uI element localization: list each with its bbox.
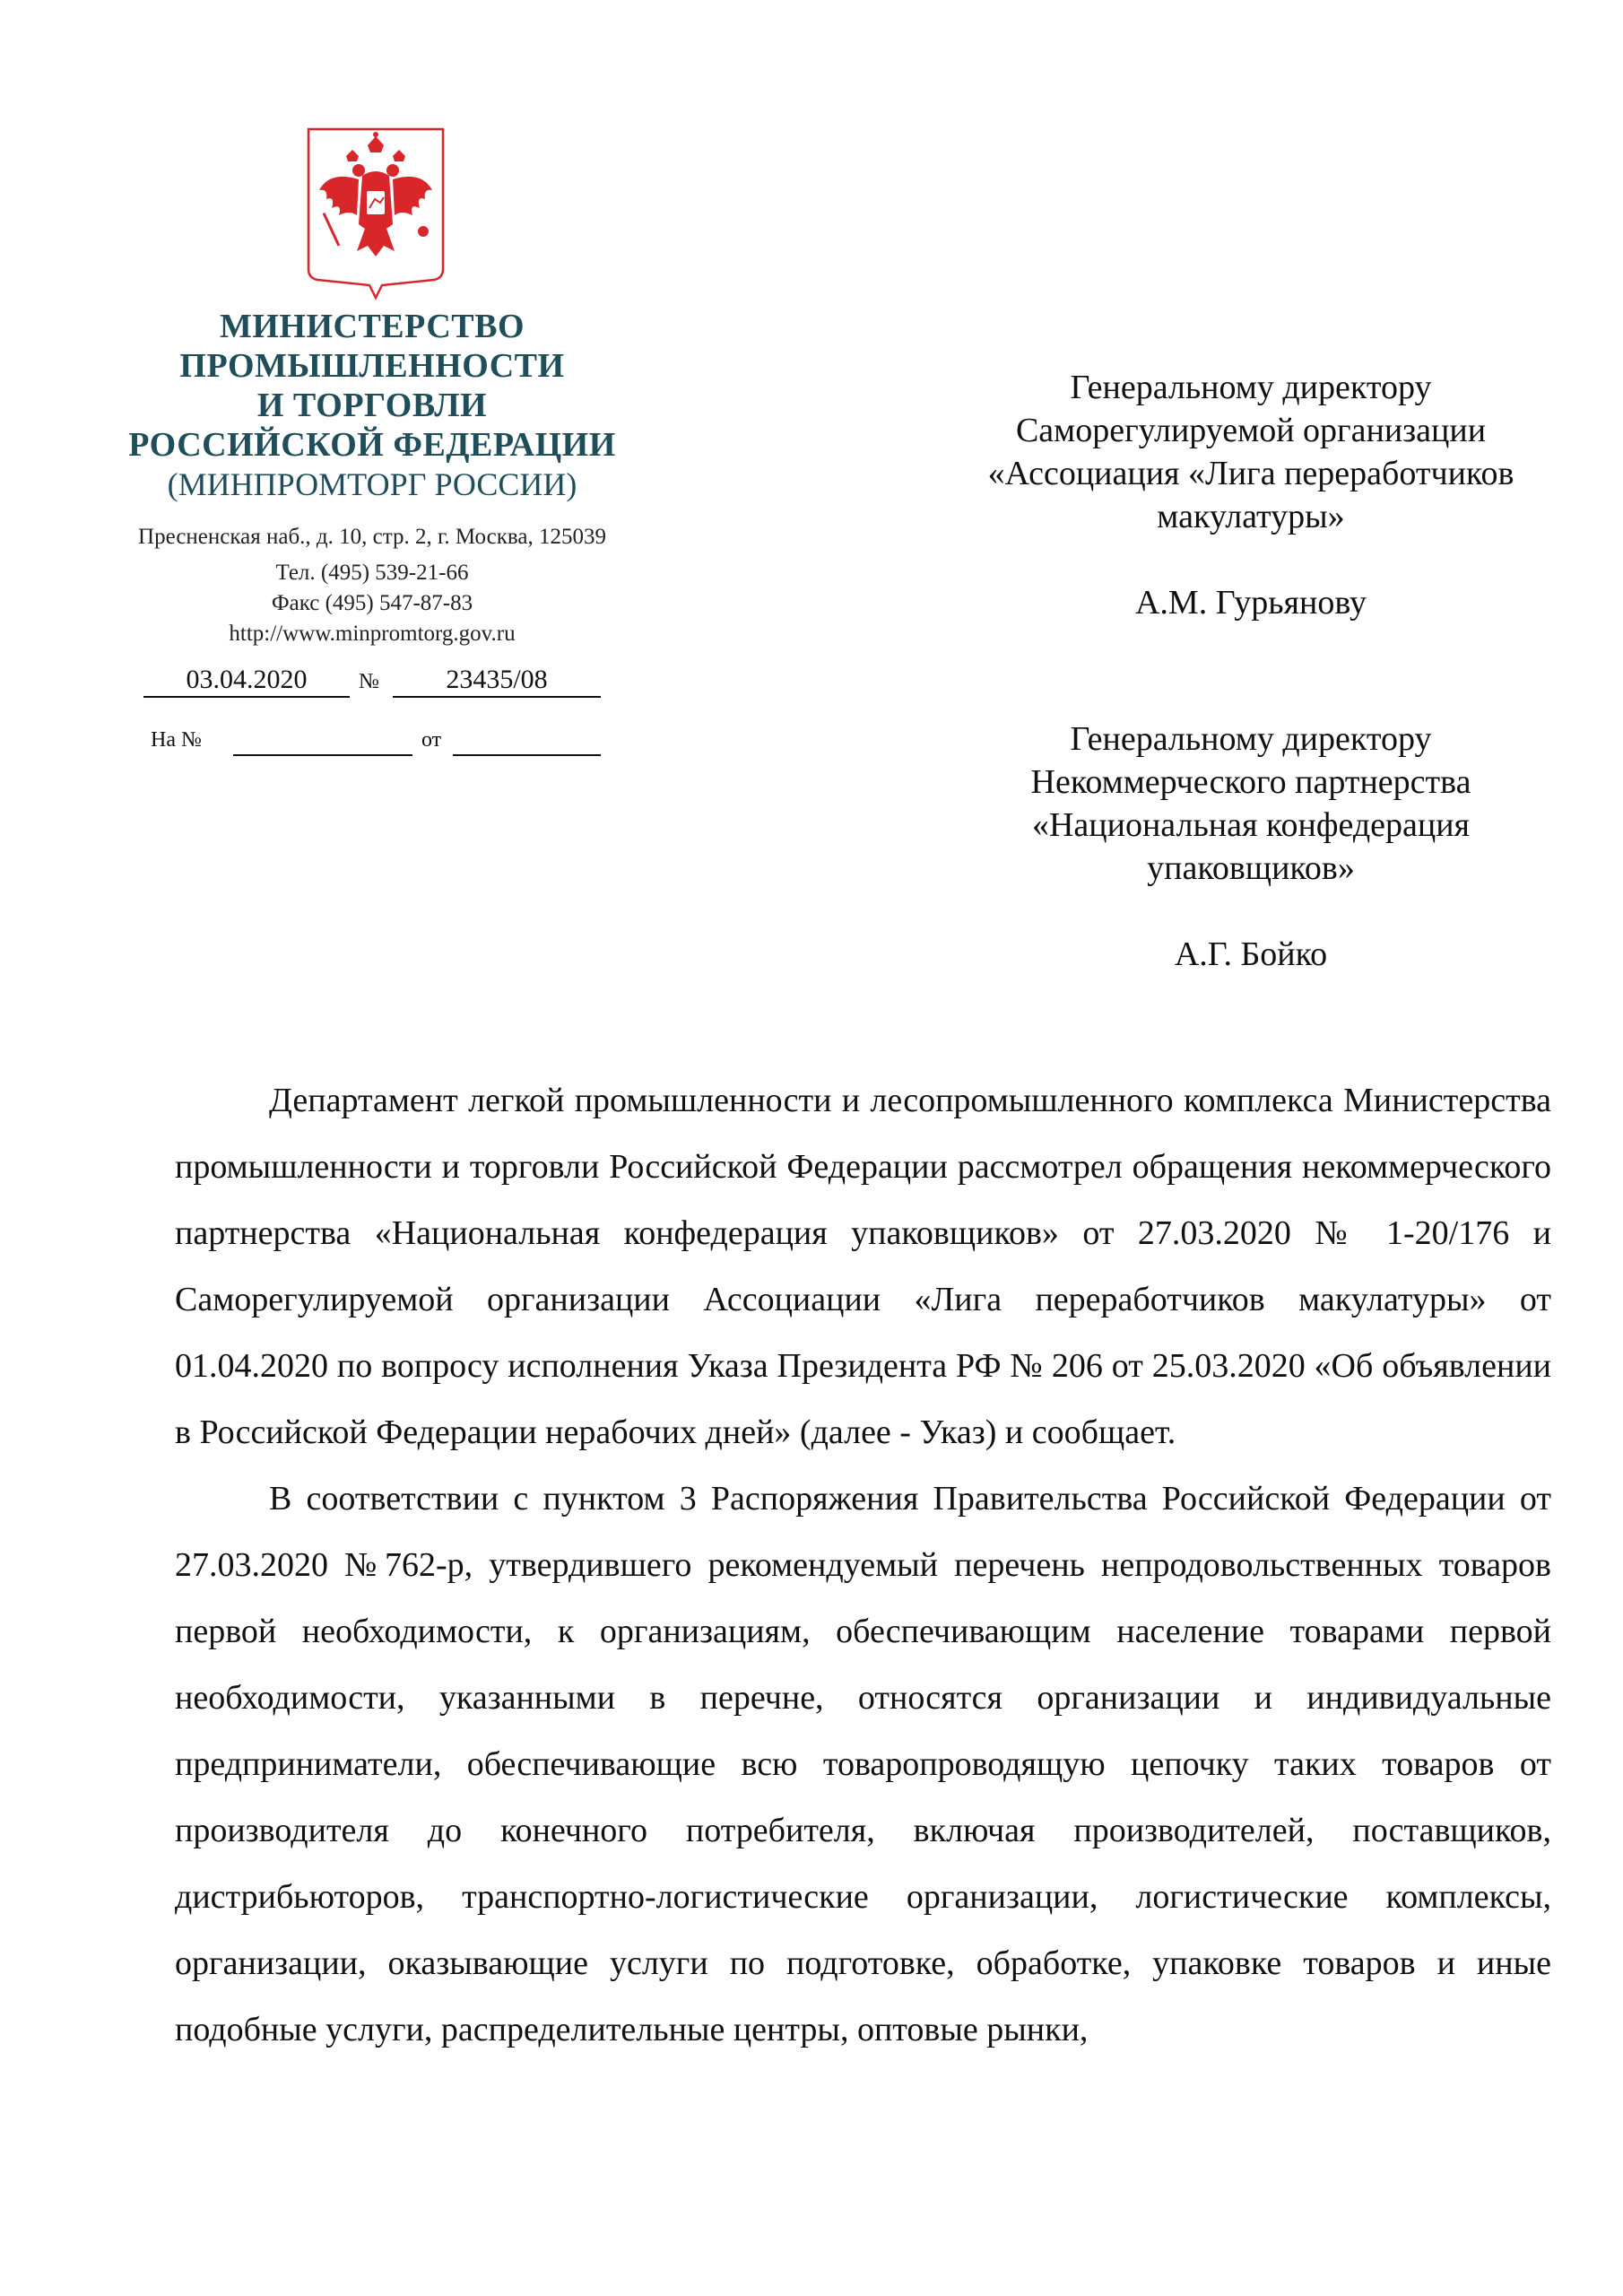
letter-body	[175, 1067, 1551, 2063]
incoming-reference	[143, 722, 610, 758]
addressee-name: А.Г. Бойко	[1174, 935, 1328, 973]
from-label: от	[421, 728, 442, 752]
addressee-line: Генеральному директору	[1070, 369, 1432, 406]
fax: Факс (495) 547-87-83	[271, 591, 473, 615]
body-paragraph: В соответствии с пунктом 3 Распоряжения Правительства Российской Федерации от 27.03.2020 №762-р, утвердившего рекомендуемый перечень непродовольственных товаров первой необходимости, к организациям, обеспечивающим население товарами первой необходимости, указанными в перечне, относятся организации и индивидуальные предприниматели, обеспечивающие всю товаропроводящую цепочку таких товаров от производителя до конечного потребителя, включая производителей, поставщиков, дистрибьюторов, транспортно-логистические организации, логистические комплексы, организации, оказывающие услуги по подготовке, обработке, упаковке товаров и иные подобные услуги, распределительные центры, оптовые рынки,	[175, 1480, 1551, 2048]
addressee-line: Саморегулируемой организации	[1015, 412, 1487, 449]
addressee-name: А.М. Гурьянову	[1134, 584, 1367, 622]
addressee-block	[897, 366, 1605, 624]
ministry-name-line: РОССИЙСКОЙ ФЕДЕРАЦИИ	[128, 426, 616, 464]
address: Пресненская наб., д. 10, стр. 2, г. Москва, 125039	[138, 525, 606, 549]
addressee-line: «Ассоциация «Лига переработчиков	[987, 455, 1515, 492]
letter-date: 03.04.2020	[143, 664, 350, 698]
addressee-line: упаковщиков»	[1147, 849, 1355, 887]
russian-coat-of-arms-emblem	[303, 126, 448, 300]
ministry-name-line: И ТОРГОВЛИ	[256, 387, 488, 424]
in-reply-label: На №	[151, 728, 202, 752]
addressee-line: макулатуры»	[1157, 498, 1345, 535]
in-reply-number-field	[233, 722, 412, 756]
contact-block	[90, 522, 655, 649]
number-label: №	[359, 670, 379, 693]
letterhead	[90, 307, 655, 649]
ministry-abbreviation: (МИНПРОМТОРГ РОССИИ)	[167, 466, 577, 502]
in-reply-date-field	[453, 722, 601, 756]
body-paragraph: Департамент легкой промышленности и лесопромышленного комплекса Министерства промышленности и торговли Российской Федерации рассмотрел обращения некоммерческого партнерства «Национальная конфедерация упаковщиков» от 27.03.2020 № 1-20/176 и Саморегулируемой организации Ассоциации «Лига переработчиков макулатуры» от 01.04.2020 по вопросу исполнения Указа Президента РФ № 206 от 25.03.2020 «Об объявлении в Российской Федерации нерабочих дней» (далее - Указ) и сообщает.	[175, 1082, 1551, 1451]
ministry-name-line: МИНИСТЕРСТВО	[219, 308, 525, 345]
phone: Тел. (495) 539-21-66	[275, 561, 469, 585]
addressee-line: Генеральному директору	[1070, 720, 1432, 758]
addressee-line: Некоммерческого партнерства	[1030, 763, 1471, 801]
ministry-name-line: ПРОМЫШЛЕННОСТИ	[179, 347, 565, 385]
ministry-name	[90, 307, 655, 465]
letter-number: 23435/08	[393, 664, 601, 698]
addressee-block	[897, 718, 1605, 976]
addressee-line: «Национальная конфедерация	[1031, 806, 1471, 844]
outgoing-reference	[143, 664, 610, 700]
website-link[interactable]: http://www.minpromtorg.gov.ru	[229, 622, 516, 646]
